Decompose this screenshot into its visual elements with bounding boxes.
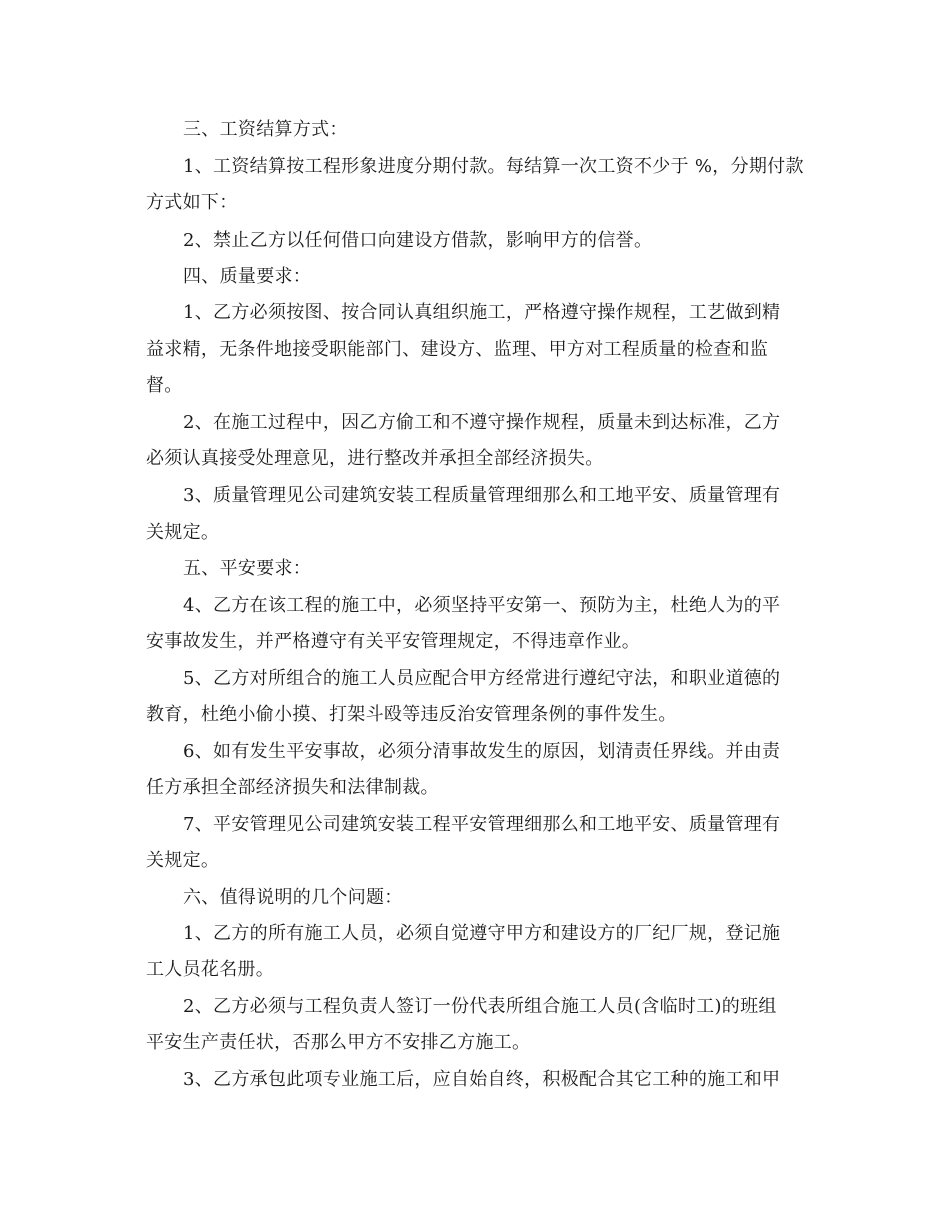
- section-heading-notes: 六、值得说明的几个问题：: [183, 887, 403, 908]
- paragraph-line: 益求精，无条件地接受职能部门、建设方、监理、甲方对工程质量的检查和监: [146, 339, 769, 360]
- paragraph-line: 2、乙方必须与工程负责人签订一份代表所组合施工人员(含临时工)的班组: [183, 996, 777, 1017]
- paragraph-line: 平安生产责任状，否那么甲方不安排乙方施工。: [146, 1032, 531, 1053]
- paragraph-line: 1、乙方必须按图、按合同认真组织施工，严格遵守操作规程，工艺做到精: [183, 302, 781, 323]
- section-heading-safety: 五、平安要求：: [183, 558, 312, 579]
- paragraph-line: 1、乙方的所有施工人员，必须自觉遵守甲方和建设方的厂纪厂规，登记施: [183, 923, 781, 944]
- paragraph-line: 2、在施工过程中，因乙方偷工和不遵守操作规程，质量未到达标准，乙方: [183, 412, 781, 433]
- paragraph-line: 4、乙方在该工程的施工中，必须坚持平安第一、预防为主，杜绝人为的平: [183, 595, 781, 616]
- paragraph-line: 1、工资结算按工程形象进度分期付款。每结算一次工资不少于 %，分期付款: [183, 156, 804, 177]
- paragraph-line: 督。: [146, 375, 183, 396]
- paragraph-line: 2、禁止乙方以任何借口向建设方借款，影响甲方的信誉。: [183, 230, 653, 251]
- paragraph-line: 关规定。: [146, 522, 220, 543]
- paragraph-line: 方式如下：: [146, 192, 238, 213]
- section-heading-wage-settlement: 三、工资结算方式：: [183, 119, 348, 140]
- paragraph-line: 工人员花名册。: [146, 959, 275, 980]
- paragraph-line: 关规定。: [146, 850, 220, 871]
- section-heading-quality: 四、质量要求：: [183, 266, 312, 287]
- paragraph-line: 教育，杜绝小偷小摸、打架斗殴等违反治安管理条例的事件发生。: [146, 704, 677, 725]
- paragraph-line: 7、平安管理见公司建筑安装工程平安管理细那么和工地平安、质量管理有: [183, 814, 781, 835]
- paragraph-line: 3、乙方承包此项专业施工后，应自始自终，积极配合其它工种的施工和甲: [183, 1069, 781, 1090]
- paragraph-line: 安事故发生，并严格遵守有关平安管理规定，不得违章作业。: [146, 631, 641, 652]
- paragraph-line: 必须认真接受处理意见，进行整改并承担全部经济损失。: [146, 448, 604, 469]
- paragraph-line: 6、如有发生平安事故，必须分清事故发生的原因，划清责任界线。并由责: [183, 741, 781, 762]
- paragraph-line: 5、乙方对所组合的施工人员应配合甲方经常进行遵纪守法，和职业道德的: [183, 668, 781, 689]
- paragraph-line: 任方承担全部经济损失和法律制裁。: [146, 777, 439, 798]
- paragraph-line: 3、质量管理见公司建筑安装工程质量管理细那么和工地平安、质量管理有: [183, 485, 781, 506]
